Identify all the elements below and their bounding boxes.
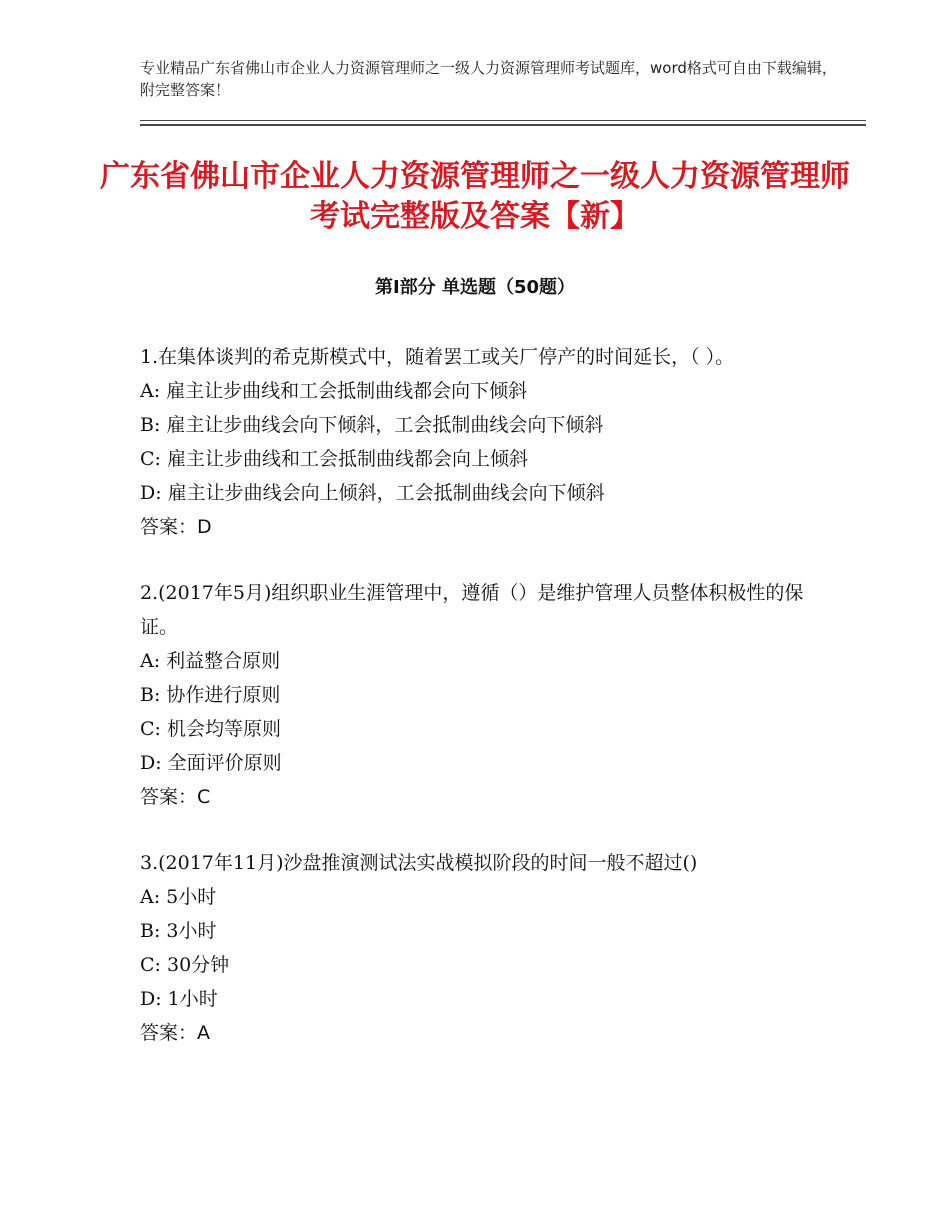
answer: 答案：A [140,1022,210,1044]
header-note: 专业精品广东省佛山市企业人力资源管理师之一级人力资源管理师考试题库，word格式可自由下载编辑，附完整答案！ [140,59,837,99]
answer: 答案：D [140,516,212,538]
option-b: B: 雇主让步曲线会向下倾斜，工会抵制曲线会向下倾斜 [140,414,604,436]
question-2 [140,576,810,814]
option-a: A: 利益整合原则 [140,650,281,672]
question-3 [140,846,810,1050]
option-a: A: 雇主让步曲线和工会抵制曲线都会向下倾斜 [140,380,528,402]
question-stem: 1.在集体谈判的希克斯模式中，随着罢工或关厂停产的时间延长，（ ）。 [140,346,735,368]
question-stem: 2.(2017年5月)组织职业生涯管理中，遵循（）是维护管理人员整体积极性的保证。 [140,582,804,638]
option-b: B: 3小时 [140,920,217,942]
option-c: C: 机会均等原则 [140,718,281,740]
option-a: A: 5小时 [140,886,217,908]
option-b: B: 协作进行原则 [140,684,281,706]
option-d: D: 全面评价原则 [140,752,282,774]
option-d: D: 雇主让步曲线会向上倾斜，工会抵制曲线会向下倾斜 [140,482,605,504]
document-title: 广东省佛山市企业人力资源管理师之一级人力资源管理师考试完整版及答案【新】 [100,159,850,234]
answer: 答案：C [140,786,211,808]
section-title: 第Ⅰ部分 单选题（50题） [374,277,575,298]
header-rule-thick [140,124,866,126]
question-list [140,340,810,1082]
option-d: D: 1小时 [140,988,218,1010]
option-c: C: 雇主让步曲线和工会抵制曲线都会向上倾斜 [140,448,528,470]
option-c: C: 30分钟 [140,954,230,976]
question-stem: 3.(2017年11月)沙盘推演测试法实战模拟阶段的时间一般不超过() [140,852,698,874]
question-1 [140,340,810,544]
header-rule [140,120,866,121]
